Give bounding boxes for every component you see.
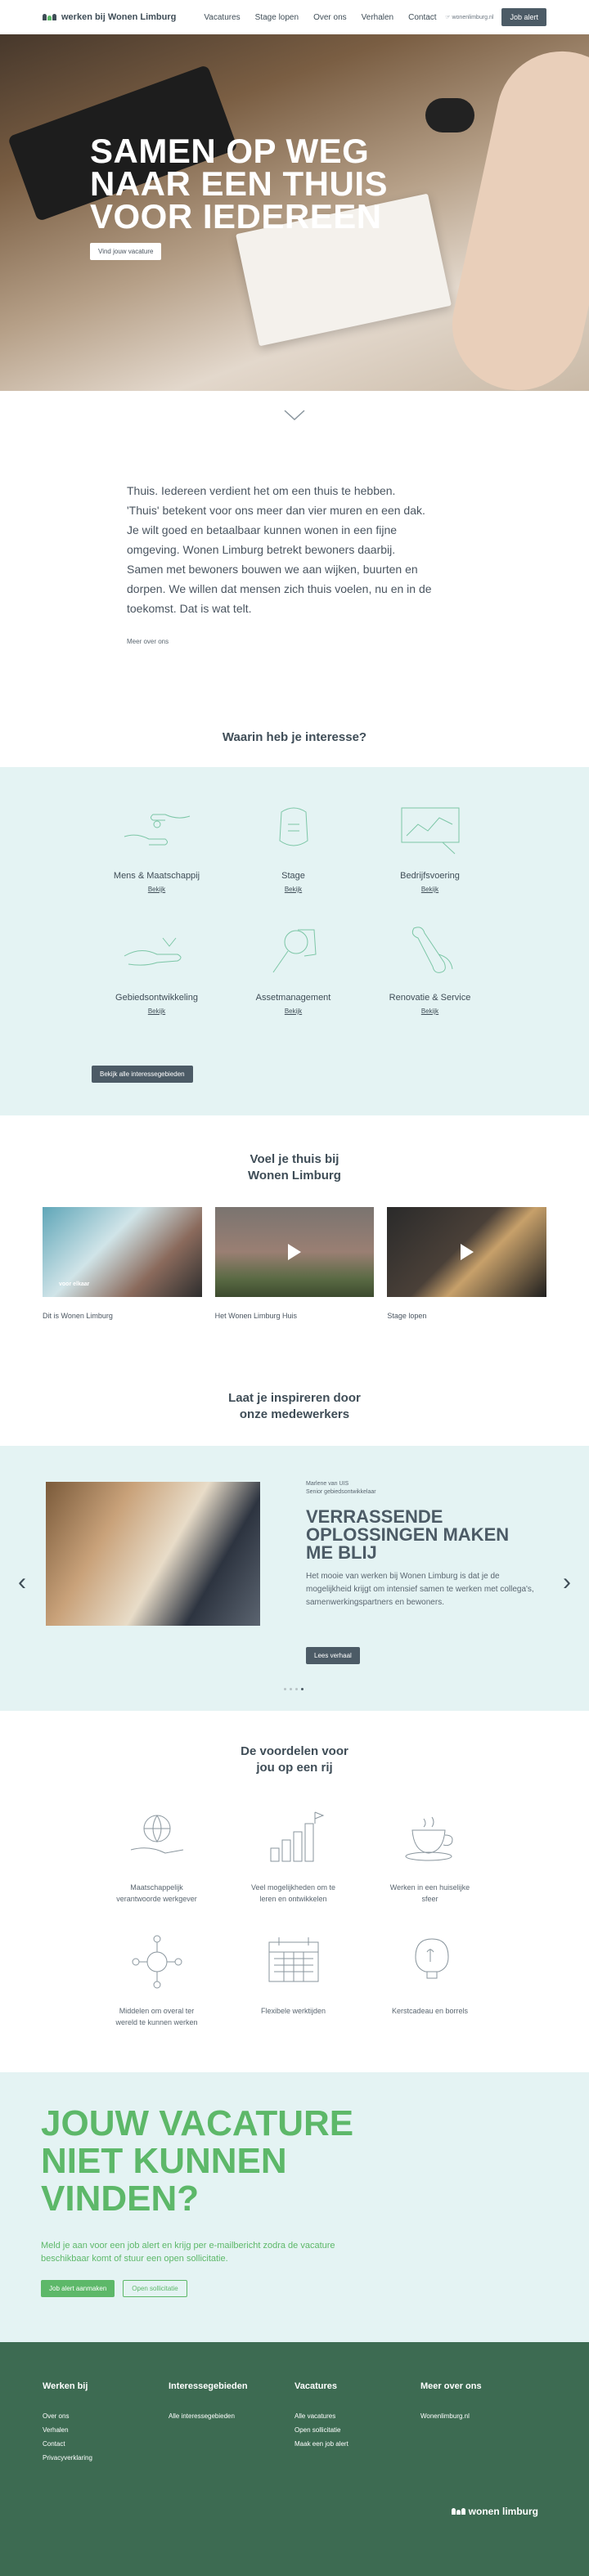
benefit-label: Flexibele werktijden bbox=[260, 2007, 326, 2015]
interests-title: Waarin heb je interesse? bbox=[222, 730, 367, 744]
benefits-title bbox=[0, 1744, 589, 1776]
carousel-dot[interactable] bbox=[295, 1688, 298, 1690]
video-thumbnail[interactable] bbox=[387, 1207, 546, 1297]
footer-link[interactable]: Over ons bbox=[43, 2412, 70, 2420]
lightbulb-icon bbox=[398, 1932, 463, 1990]
hero-title-line: VOOR IEDEREEN bbox=[90, 197, 382, 236]
footer-column bbox=[420, 2381, 546, 2465]
job-alert-cta bbox=[0, 2072, 589, 2342]
video-caption: Dit is Wonen Limburg bbox=[43, 1312, 113, 1320]
chart-icon bbox=[393, 800, 467, 857]
footer-link[interactable]: Contact bbox=[43, 2440, 65, 2448]
interest-label: Stage bbox=[281, 871, 305, 881]
intro bbox=[0, 448, 589, 648]
globe-hand-icon bbox=[124, 1809, 190, 1866]
story-quote-line: OPLOSSINGEN MAKEN bbox=[306, 1524, 510, 1545]
story-quote bbox=[306, 1508, 543, 1562]
footer-logo-text: wonen limburg bbox=[468, 2506, 538, 2517]
interest-item[interactable] bbox=[362, 800, 498, 895]
interest-label: Gebiedsontwikkeling bbox=[115, 993, 198, 1003]
inspire-title-line: onze medewerkers bbox=[239, 1407, 350, 1421]
interest-item[interactable] bbox=[225, 800, 362, 895]
intro-line: dorpen. We willen dat mensen zich thuis voelen, nu en in de bbox=[127, 582, 432, 595]
create-job-alert-button[interactable]: Job alert aanmaken bbox=[41, 2280, 115, 2297]
footer-link[interactable]: Alle vacatures bbox=[294, 2412, 336, 2420]
thumbnail-label: voor elkaar bbox=[59, 1281, 90, 1287]
story-photo bbox=[46, 1482, 260, 1626]
footer-heading: Meer over ons bbox=[420, 2381, 482, 2391]
story-quote-line: VERRASSENDE bbox=[306, 1506, 443, 1527]
main-nav bbox=[204, 13, 436, 22]
story-text bbox=[306, 1480, 543, 1609]
interest-item[interactable] bbox=[88, 800, 225, 895]
logo[interactable] bbox=[43, 12, 176, 22]
interest-item[interactable] bbox=[362, 922, 498, 1017]
benefit-item bbox=[225, 1932, 362, 2028]
play-icon[interactable] bbox=[288, 1244, 301, 1260]
carousel-dot-active[interactable] bbox=[301, 1688, 303, 1690]
video-thumbnail[interactable] bbox=[43, 1207, 202, 1297]
interest-view-link[interactable]: Bekijk bbox=[147, 1008, 166, 1015]
video-thumbnail[interactable] bbox=[215, 1207, 375, 1297]
footer-heading: Vacatures bbox=[294, 2381, 337, 2391]
footer-link[interactable]: Privacyverklaring bbox=[43, 2454, 92, 2462]
video-row bbox=[43, 1207, 546, 1320]
benefits-title-line: jou op een rij bbox=[256, 1761, 333, 1775]
footer-links bbox=[43, 2409, 169, 2465]
story-quote-line: ME BLIJ bbox=[306, 1542, 377, 1563]
benefit-label: Kerstcadeau en borrels bbox=[391, 2007, 469, 2015]
intro-line: omgeving. Wonen Limburg betrekt bewoners daarbij. bbox=[127, 543, 396, 556]
story-carousel bbox=[0, 1446, 589, 1711]
interest-view-link[interactable]: Bekijk bbox=[147, 886, 166, 893]
cta-text: Meld je aan voor een job alert en krijg per e-mailbericht zodra de vacature beschikbaar komt of stuur een open sollicitatie. bbox=[41, 2241, 335, 2264]
footer-links bbox=[420, 2409, 546, 2423]
interest-view-link[interactable]: Bekijk bbox=[420, 1008, 439, 1015]
nav-item-stage-lopen[interactable]: Stage lopen bbox=[254, 12, 299, 22]
logo-icon bbox=[43, 14, 56, 20]
growth-bars-icon bbox=[261, 1809, 326, 1866]
nav-item-vacatures[interactable]: Vacatures bbox=[204, 12, 241, 22]
hero bbox=[0, 0, 589, 391]
site-header bbox=[0, 0, 589, 34]
interest-label: Bedrijfsvoering bbox=[400, 871, 460, 881]
video-card[interactable] bbox=[215, 1207, 375, 1320]
footer-heading: Werken bij bbox=[43, 2381, 88, 2391]
magnifier-icon bbox=[257, 922, 330, 979]
wrench-icon bbox=[393, 922, 467, 979]
carousel-dot[interactable] bbox=[290, 1688, 292, 1690]
footer-column bbox=[169, 2381, 294, 2465]
find-vacancy-button[interactable]: Vind jouw vacature bbox=[90, 243, 161, 260]
interest-item[interactable] bbox=[225, 922, 362, 1017]
videos-title-line: Wonen Limburg bbox=[248, 1169, 341, 1183]
video-caption: Het Wonen Limburg Huis bbox=[214, 1312, 298, 1320]
interest-label: Renovatie & Service bbox=[389, 993, 471, 1003]
story-role: Senior gebiedsontwikkelaar bbox=[306, 1489, 376, 1495]
calendar-icon bbox=[261, 1932, 326, 1990]
cta-title bbox=[41, 2105, 548, 2218]
video-caption: Stage lopen bbox=[387, 1312, 427, 1320]
footer-link[interactable]: Verhalen bbox=[43, 2426, 69, 2434]
benefits-title-line: De voordelen voor bbox=[241, 1744, 348, 1758]
interest-label: Mens & Maatschappij bbox=[113, 871, 200, 881]
interest-item[interactable] bbox=[88, 922, 225, 1017]
interests-panel bbox=[0, 767, 589, 1115]
about-link[interactable]: Meer over ons bbox=[127, 638, 169, 645]
benefit-label: Middelen om overal ter wereld te kunnen werken bbox=[115, 2007, 198, 2026]
cta-title-line: JOUW VACATURE bbox=[41, 2103, 354, 2143]
hero-title-line: SAMEN OP WEG bbox=[90, 132, 370, 170]
read-story-button[interactable]: Lees verhaal bbox=[306, 1647, 360, 1664]
interests-grid bbox=[88, 800, 589, 1017]
nav-item-over-ons[interactable]: Over ons bbox=[313, 12, 347, 22]
footer-links bbox=[294, 2409, 420, 2451]
video-card[interactable] bbox=[43, 1207, 202, 1320]
intro-line: Thuis. Iedereen verdient het om een thuis te hebben. bbox=[127, 484, 396, 497]
intro-line: toekomst. Dat is wat telt. bbox=[127, 602, 252, 615]
footer-column bbox=[43, 2381, 169, 2465]
hero-title-line: NAAR EEN THUIS bbox=[90, 164, 389, 203]
intro-line: Je wilt goed en betaalbaar kunnen wonen in een fijne bbox=[127, 523, 398, 536]
footer-columns bbox=[43, 2381, 546, 2465]
intro-line: 'Thuis' betekent voor ons meer dan vier muren en een dak. bbox=[127, 504, 425, 517]
intro-text bbox=[127, 481, 462, 618]
story-author: Marlene van UIS bbox=[306, 1481, 349, 1487]
logo-icon bbox=[452, 2508, 465, 2515]
footer-logo[interactable] bbox=[452, 2506, 538, 2517]
intro-line: Samen met bewoners bouwen we aan wijken, buurten en bbox=[127, 563, 418, 576]
benefit-label: Veel mogelijkheden om te leren en ontwikkelen bbox=[250, 1883, 336, 1903]
cta-title-line: VINDEN? bbox=[41, 2179, 200, 2219]
videos-title bbox=[0, 1151, 589, 1184]
hero-content bbox=[90, 132, 389, 260]
chevron-left-icon[interactable]: ‹ bbox=[18, 1568, 26, 1595]
benefit-label: Maatschappelijk verantwoorde werkgever bbox=[116, 1883, 197, 1903]
videos-title-line: Voel je thuis bij bbox=[250, 1152, 339, 1166]
footer-column bbox=[294, 2381, 420, 2465]
nav-item-contact[interactable]: Contact bbox=[408, 12, 437, 22]
inspire-section bbox=[0, 1320, 589, 1711]
chevron-right-icon[interactable]: › bbox=[563, 1568, 571, 1595]
inspire-title bbox=[0, 1390, 589, 1423]
header-actions bbox=[445, 8, 546, 26]
story-body: Het mooie van werken bij Wonen Limburg is dat je de mogelijkheid krijgt om intensief samen te werken met collega's, samenwerkingspartners en bewoners. bbox=[306, 1572, 534, 1607]
network-globe-icon bbox=[124, 1932, 190, 1990]
footer-link[interactable]: Alle interessegebieden bbox=[169, 2412, 235, 2420]
badge-icon bbox=[257, 800, 330, 857]
benefits-grid bbox=[88, 1809, 589, 2028]
wonenlimburg-link[interactable]: ☞ wonenlimburg.nl bbox=[445, 15, 494, 20]
interests-section bbox=[0, 729, 589, 1115]
interest-view-link[interactable]: Bekijk bbox=[284, 886, 303, 893]
all-interests-button[interactable]: Bekijk alle interessegebieden bbox=[92, 1066, 193, 1083]
benefit-item bbox=[362, 1809, 498, 1905]
carousel-dot[interactable] bbox=[284, 1688, 286, 1690]
teacup-icon bbox=[398, 1809, 463, 1866]
hand-icon bbox=[120, 922, 194, 979]
nav-item-verhalen[interactable]: Verhalen bbox=[361, 12, 394, 22]
hero-photo-mouse bbox=[425, 98, 474, 132]
hero-title bbox=[90, 132, 389, 236]
interest-view-link[interactable]: Bekijk bbox=[420, 886, 439, 893]
cta-buttons bbox=[41, 2280, 548, 2297]
carousel-dots bbox=[284, 1688, 303, 1690]
play-icon[interactable] bbox=[461, 1244, 474, 1260]
inspire-title-line: Laat je inspireren door bbox=[228, 1391, 361, 1405]
open-application-button[interactable]: Open sollicitatie bbox=[123, 2280, 187, 2297]
benefit-item bbox=[225, 1809, 362, 1905]
hands-icon bbox=[120, 800, 194, 857]
video-card[interactable] bbox=[387, 1207, 546, 1320]
site-footer bbox=[0, 2342, 589, 2576]
job-alert-button[interactable]: Job alert bbox=[501, 8, 546, 26]
footer-link[interactable]: Open sollicitatie bbox=[294, 2426, 341, 2434]
footer-heading: Interessegebieden bbox=[169, 2381, 248, 2391]
chevron-down-icon bbox=[283, 409, 306, 422]
benefits-section bbox=[0, 1711, 589, 2028]
cta-title-line: NIET KUNNEN bbox=[41, 2141, 287, 2181]
benefit-item bbox=[88, 1809, 225, 1905]
footer-link[interactable]: Wonenlimburg.nl bbox=[420, 2412, 470, 2420]
scroll-down[interactable] bbox=[0, 391, 589, 448]
videos-section bbox=[0, 1115, 589, 1320]
footer-links bbox=[169, 2409, 294, 2423]
benefit-item bbox=[88, 1932, 225, 2028]
interest-view-link[interactable]: Bekijk bbox=[284, 1008, 303, 1015]
footer-link[interactable]: Maak een job alert bbox=[294, 2440, 348, 2448]
interest-label: Assetmanagement bbox=[255, 993, 331, 1003]
logo-text: werken bij Wonen Limburg bbox=[61, 12, 177, 22]
benefit-item bbox=[362, 1932, 498, 2028]
hero-photo-arm bbox=[440, 39, 589, 391]
benefit-label: Werken in een huiselijke sfeer bbox=[389, 1883, 470, 1903]
